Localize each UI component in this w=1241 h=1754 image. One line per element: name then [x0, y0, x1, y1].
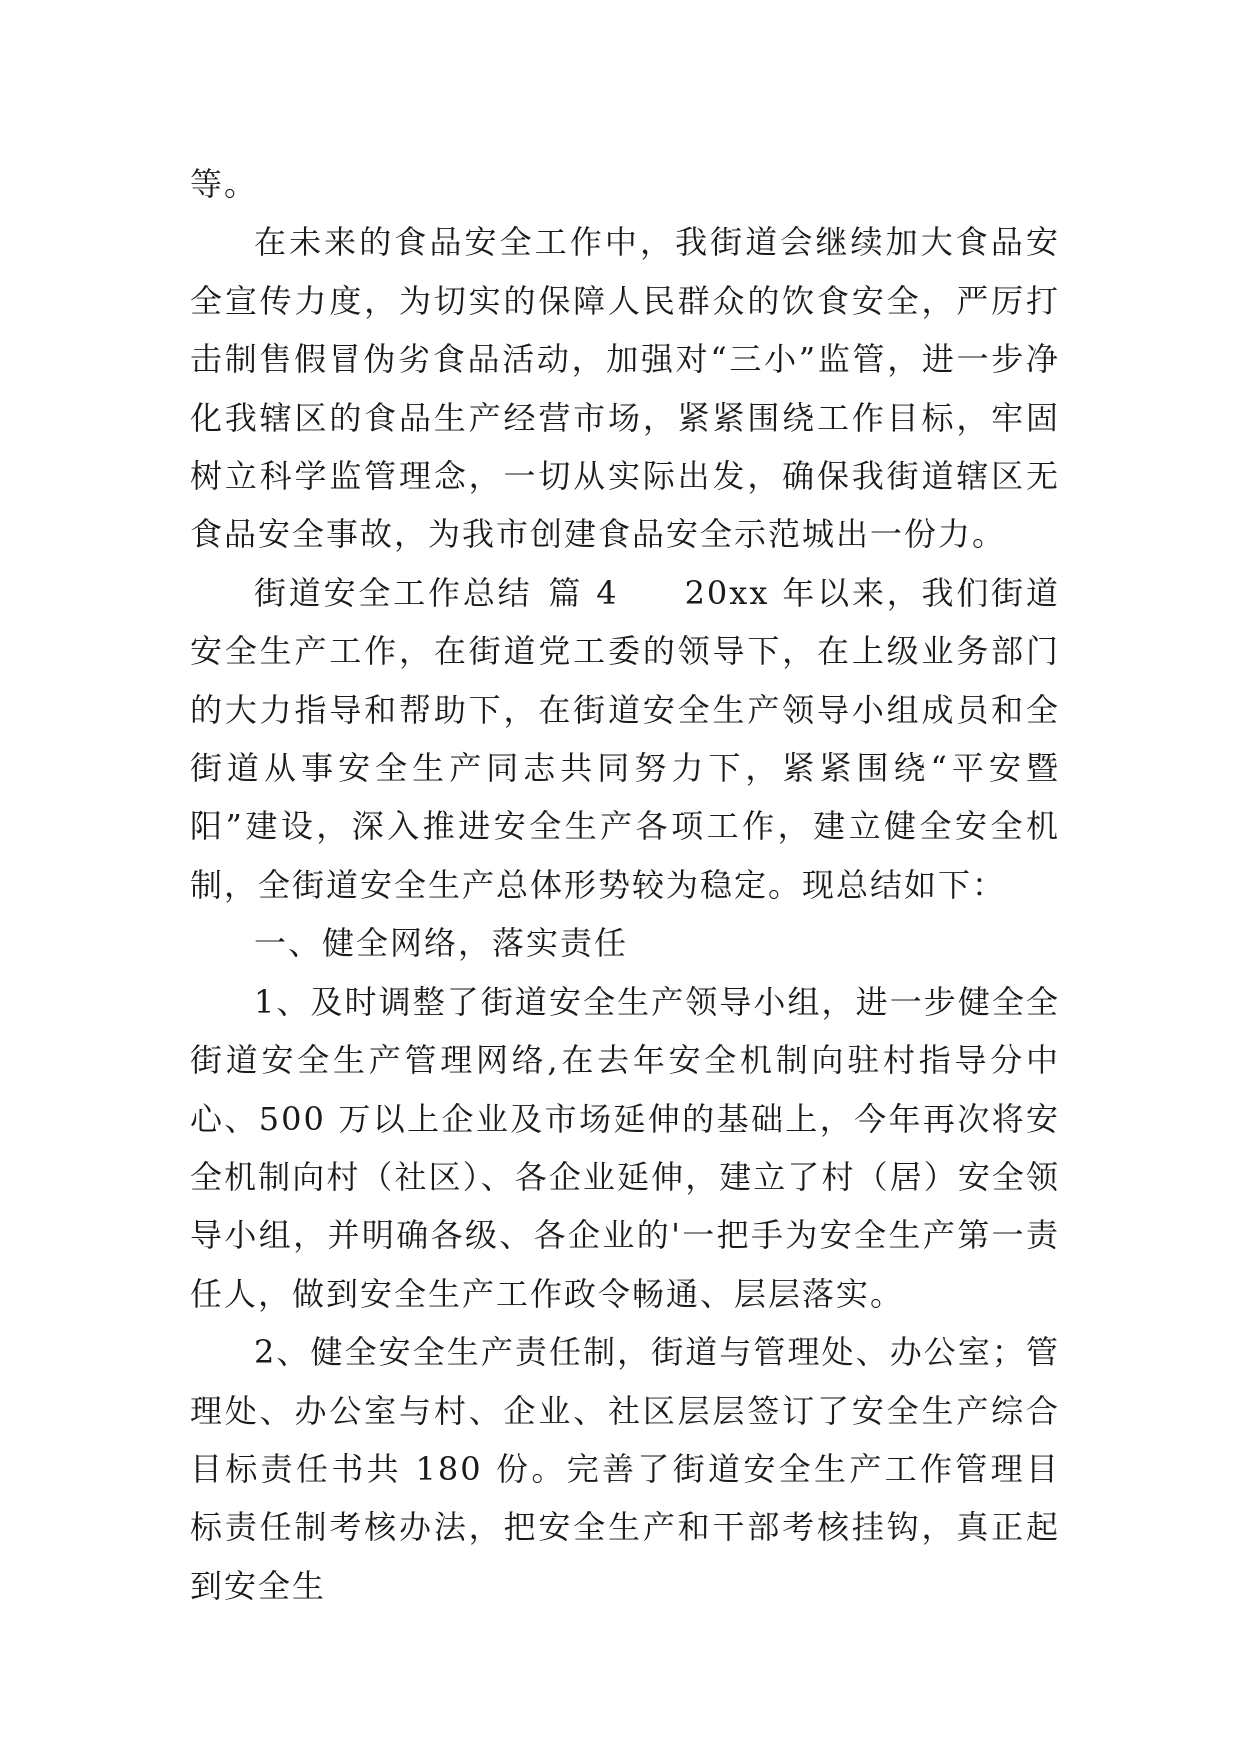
- heading-network-responsibility: 一、健全网络，落实责任: [254, 924, 629, 963]
- paragraph-food-safety-plan: 在未来的食品安全工作中，我街道会继续加大食品安全宣传力度，为切实的保障人民群众的饮食安全，严厉打击制售假冒伪劣食品活动，加强对“三小”监管，进一步净化我辖区的食品生产经营市场，紧紧围绕工作目标，牢固树立科学监管理念，一切从实际出发，确保我街道辖区无食品安全事故，为我市创建食品安全示范城出一份力。: [190, 223, 1060, 554]
- section-title: 街道安全工作总结: [254, 573, 533, 612]
- section-intro-paragraph: [190, 564, 1060, 914]
- paragraph-continuation: 等。: [190, 165, 259, 203]
- section-intro-text: 20xx 年以来，我们街道安全生产工作，在街道党工委的领导下，在上级业务部门的大力指导和帮助下，在街道安全生产领导小组成员和全街道从事安全生产同志共同努力下，紧紧围绕“平安暨阳”建设，深入推进安全生产各项工作，建立健全安全机制，全街道安全生产总体形势较为稳定。现总结如下：: [190, 573, 1060, 904]
- paragraph-item-1: 1、及时调整了街道安全生产领导小组，进一步健全全街道安全生产管理网络,在去年安全机制向驻村指导分中心、500 万以上企业及市场延伸的基础上，今年再次将安全机制向村（社区）、各企业延伸，建立了村（居）安全领导小组，并明确各级、各企业的'一把手为安全生产第一责任人，做到安全生产工作政令畅通、层层落实。: [190, 982, 1060, 1313]
- section-number: 篇 4: [548, 573, 619, 612]
- document-body: [190, 155, 1060, 1615]
- paragraph-item-2: 2、健全安全生产责任制，街道与管理处、办公室；管理处、办公室与村、企业、社区层层签订了安全生产综合目标责任书共 180 份。完善了街道安全生产工作管理目标责任制考核办法，把安全生产和干部考核挂钩，真正起到安全生: [190, 1333, 1060, 1605]
